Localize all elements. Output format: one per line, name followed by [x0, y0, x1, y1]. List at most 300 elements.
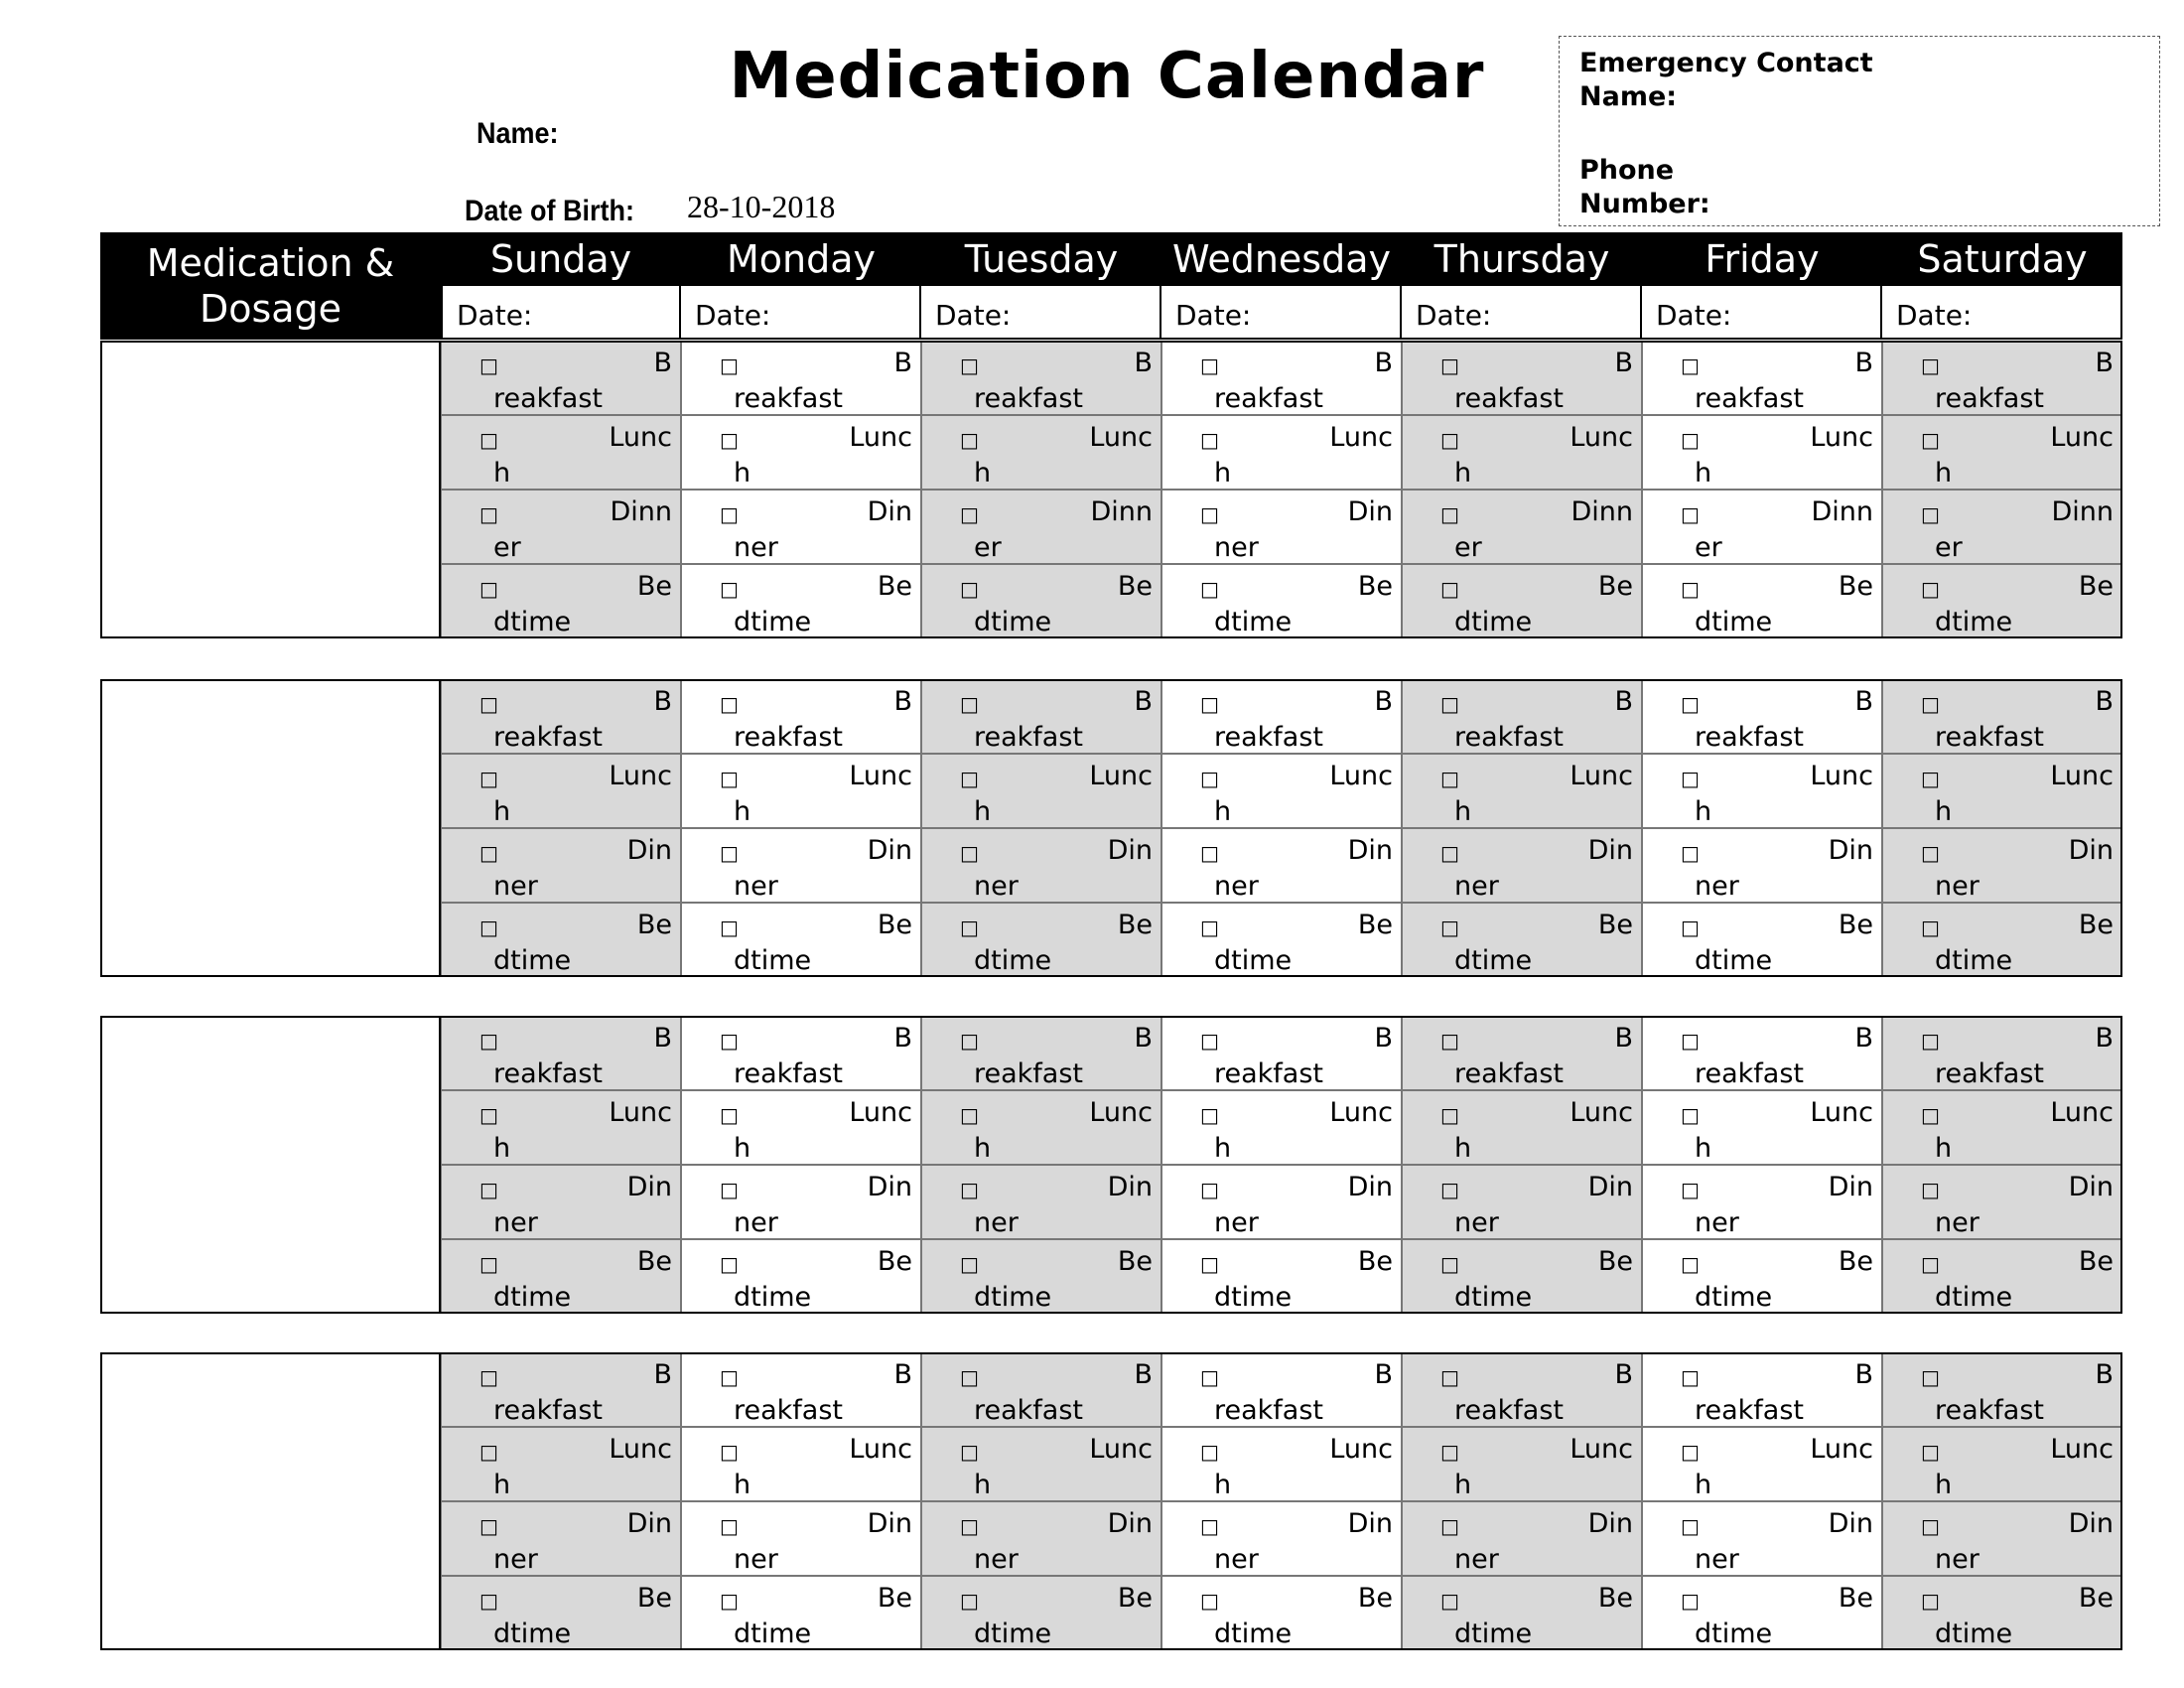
checkbox-icon[interactable]: □: [960, 502, 979, 526]
checkbox-icon[interactable]: □: [720, 767, 739, 790]
checkbox-icon[interactable]: □: [479, 428, 498, 452]
dinner-label-part1: Din: [2068, 1508, 2114, 1539]
dinner-checkbox-thursday[interactable]: [1402, 1165, 1642, 1239]
checkbox-icon[interactable]: □: [1440, 577, 1459, 601]
checkbox-icon[interactable]: □: [1681, 1440, 1700, 1464]
dinner-checkbox-monday[interactable]: [681, 1165, 921, 1239]
dinner-checkbox-tuesday[interactable]: [921, 1165, 1161, 1239]
checkbox-icon[interactable]: □: [1921, 1178, 1940, 1201]
lunch-label-part1: Lunc: [609, 422, 672, 453]
checkbox-icon[interactable]: □: [1440, 1029, 1459, 1053]
bedtime-checkbox-saturday[interactable]: [1882, 564, 2122, 638]
breakfast-checkbox-tuesday[interactable]: [921, 1352, 1161, 1427]
dinner-checkbox-friday[interactable]: [1642, 828, 1882, 903]
bedtime-checkbox-thursday[interactable]: [1402, 564, 1642, 638]
dinner-label-part1: Din: [1587, 1172, 1633, 1202]
lunch-label-part1: Lunc: [1570, 422, 1633, 453]
checkbox-icon[interactable]: □: [720, 502, 739, 526]
checkbox-icon[interactable]: □: [479, 767, 498, 790]
lunch-checkbox-sunday[interactable]: [441, 754, 681, 828]
checkbox-icon[interactable]: □: [1921, 1589, 1940, 1613]
dinner-checkbox-thursday[interactable]: [1402, 828, 1642, 903]
checkbox-icon[interactable]: □: [720, 1252, 739, 1276]
lunch-label-part1: Lunc: [1089, 761, 1153, 791]
lunch-label-part1: Lunc: [1329, 761, 1393, 791]
bedtime-label-part2: dtime: [1454, 1618, 1533, 1649]
bedtime-label-part2: dtime: [1935, 1282, 2013, 1313]
breakfast-label-part1: B: [893, 1023, 912, 1054]
lunch-label-part1: Lunc: [1810, 761, 1873, 791]
dinner-checkbox-thursday[interactable]: [1402, 490, 1642, 564]
checkbox-icon[interactable]: □: [720, 692, 739, 716]
checkbox-icon[interactable]: □: [1681, 1103, 1700, 1127]
breakfast-checkbox-saturday[interactable]: [1882, 341, 2122, 415]
breakfast-checkbox-friday[interactable]: [1642, 341, 1882, 415]
bedtime-checkbox-sunday[interactable]: [441, 1576, 681, 1650]
dinner-checkbox-tuesday[interactable]: [921, 490, 1161, 564]
checkbox-icon[interactable]: □: [960, 1514, 979, 1538]
checkbox-icon[interactable]: □: [1440, 841, 1459, 865]
lunch-checkbox-wednesday[interactable]: [1161, 1427, 1402, 1501]
bedtime-checkbox-saturday[interactable]: [1882, 1576, 2122, 1650]
checkbox-icon[interactable]: □: [1921, 692, 1940, 716]
checkbox-icon[interactable]: □: [720, 1514, 739, 1538]
lunch-checkbox-monday[interactable]: [681, 1090, 921, 1165]
breakfast-checkbox-wednesday[interactable]: [1161, 679, 1402, 754]
lunch-checkbox-sunday[interactable]: [441, 1427, 681, 1501]
checkbox-icon[interactable]: □: [960, 1589, 979, 1613]
checkbox-icon[interactable]: □: [960, 428, 979, 452]
breakfast-checkbox-tuesday[interactable]: [921, 1016, 1161, 1090]
checkbox-icon[interactable]: □: [1921, 1365, 1940, 1389]
bedtime-checkbox-monday[interactable]: [681, 903, 921, 977]
checkbox-icon[interactable]: □: [960, 353, 979, 377]
dinner-checkbox-tuesday[interactable]: [921, 828, 1161, 903]
breakfast-checkbox-tuesday[interactable]: [921, 341, 1161, 415]
bedtime-label-part1: Be: [636, 1583, 672, 1614]
lunch-label-part1: Lunc: [1810, 1097, 1873, 1128]
bedtime-checkbox-sunday[interactable]: [441, 903, 681, 977]
checkbox-icon[interactable]: □: [1921, 1440, 1940, 1464]
breakfast-label-part1: B: [653, 686, 672, 717]
bedtime-checkbox-saturday[interactable]: [1882, 903, 2122, 977]
emergency-contact-heading: Emergency Contact: [1579, 48, 1873, 78]
dinner-label-part1: Din: [867, 496, 912, 527]
lunch-label-part2: h: [1454, 1133, 1472, 1164]
checkbox-icon[interactable]: □: [960, 692, 979, 716]
checkbox-icon[interactable]: □: [1681, 1514, 1700, 1538]
checkbox-icon[interactable]: □: [479, 1252, 498, 1276]
lunch-label-part2: h: [1454, 796, 1472, 827]
bedtime-checkbox-tuesday[interactable]: [921, 564, 1161, 638]
dinner-label-part1: Din: [1587, 835, 1633, 866]
checkbox-icon[interactable]: □: [1200, 1589, 1219, 1613]
bedtime-label-part2: dtime: [1214, 1282, 1293, 1313]
breakfast-label-part2: reakfast: [1454, 383, 1565, 414]
checkbox-icon[interactable]: □: [1921, 767, 1940, 790]
dinner-checkbox-sunday[interactable]: [441, 490, 681, 564]
bedtime-label-part1: Be: [1117, 1246, 1153, 1277]
date-field-tuesday[interactable]: Date:: [921, 286, 1161, 340]
checkbox-icon[interactable]: □: [1440, 502, 1459, 526]
dinner-label-part1: Dinn: [610, 496, 672, 527]
checkbox-icon[interactable]: □: [479, 353, 498, 377]
dinner-checkbox-thursday[interactable]: [1402, 1501, 1642, 1576]
breakfast-checkbox-tuesday[interactable]: [921, 679, 1161, 754]
checkbox-icon[interactable]: □: [960, 915, 979, 939]
checkbox-icon[interactable]: □: [1200, 1103, 1219, 1127]
checkbox-icon[interactable]: □: [1921, 353, 1940, 377]
date-field-sunday[interactable]: Date:: [441, 286, 681, 340]
breakfast-checkbox-saturday[interactable]: [1882, 1352, 2122, 1427]
checkbox-icon[interactable]: □: [1440, 1365, 1459, 1389]
dinner-checkbox-saturday[interactable]: [1882, 490, 2122, 564]
bedtime-label-part1: Be: [1838, 571, 1873, 602]
dinner-checkbox-friday[interactable]: [1642, 1165, 1882, 1239]
bedtime-label-part1: Be: [1597, 571, 1633, 602]
breakfast-checkbox-wednesday[interactable]: [1161, 1016, 1402, 1090]
dinner-label-part1: Dinn: [1811, 496, 1873, 527]
bedtime-label-part2: dtime: [734, 1282, 812, 1313]
breakfast-checkbox-sunday[interactable]: [441, 1016, 681, 1090]
lunch-checkbox-saturday[interactable]: [1882, 1090, 2122, 1165]
checkbox-icon[interactable]: □: [479, 692, 498, 716]
checkbox-icon[interactable]: □: [1440, 1440, 1459, 1464]
breakfast-label-part1: B: [653, 1023, 672, 1054]
bedtime-checkbox-thursday[interactable]: [1402, 1576, 1642, 1650]
checkbox-icon[interactable]: □: [1200, 1440, 1219, 1464]
lunch-checkbox-tuesday[interactable]: [921, 1090, 1161, 1165]
dinner-label-part1: Dinn: [1570, 496, 1633, 527]
checkbox-icon[interactable]: □: [720, 1103, 739, 1127]
bedtime-checkbox-tuesday[interactable]: [921, 1239, 1161, 1314]
lunch-checkbox-friday[interactable]: [1642, 415, 1882, 490]
lunch-checkbox-tuesday[interactable]: [921, 754, 1161, 828]
bedtime-label-part1: Be: [2078, 910, 2114, 940]
checkbox-icon[interactable]: □: [1681, 502, 1700, 526]
dinner-checkbox-monday[interactable]: [681, 828, 921, 903]
checkbox-icon[interactable]: □: [1440, 428, 1459, 452]
checkbox-icon[interactable]: □: [1921, 1514, 1940, 1538]
checkbox-icon[interactable]: □: [1921, 915, 1940, 939]
checkbox-icon[interactable]: □: [1681, 915, 1700, 939]
lunch-checkbox-wednesday[interactable]: [1161, 1090, 1402, 1165]
checkbox-icon[interactable]: □: [1200, 1252, 1219, 1276]
checkbox-icon[interactable]: □: [1681, 1365, 1700, 1389]
lunch-checkbox-friday[interactable]: [1642, 1427, 1882, 1501]
lunch-checkbox-friday[interactable]: [1642, 1090, 1882, 1165]
checkbox-icon[interactable]: □: [1440, 1589, 1459, 1613]
lunch-label-part2: h: [493, 1133, 511, 1164]
bedtime-label-part1: Be: [877, 1246, 912, 1277]
checkbox-icon[interactable]: □: [479, 915, 498, 939]
bedtime-checkbox-tuesday[interactable]: [921, 903, 1161, 977]
bedtime-checkbox-friday[interactable]: [1642, 903, 1882, 977]
lunch-checkbox-thursday[interactable]: [1402, 415, 1642, 490]
checkbox-icon[interactable]: □: [1921, 428, 1940, 452]
breakfast-label-part2: reakfast: [493, 383, 604, 414]
checkbox-icon[interactable]: □: [960, 1178, 979, 1201]
date-field-friday[interactable]: Date:: [1642, 286, 1882, 340]
bedtime-label-part1: Be: [636, 571, 672, 602]
dinner-checkbox-saturday[interactable]: [1882, 828, 2122, 903]
checkbox-icon[interactable]: □: [1681, 841, 1700, 865]
checkbox-icon[interactable]: □: [720, 915, 739, 939]
checkbox-icon[interactable]: □: [1681, 428, 1700, 452]
checkbox-icon[interactable]: □: [1921, 1252, 1940, 1276]
date-field-saturday[interactable]: Date:: [1882, 286, 2122, 340]
dinner-checkbox-tuesday[interactable]: [921, 1501, 1161, 1576]
lunch-label-part1: Lunc: [609, 1434, 672, 1465]
breakfast-checkbox-thursday[interactable]: [1402, 1352, 1642, 1427]
bedtime-label-part2: dtime: [1935, 607, 2013, 637]
dinner-checkbox-friday[interactable]: [1642, 490, 1882, 564]
breakfast-checkbox-monday[interactable]: [681, 679, 921, 754]
dinner-checkbox-sunday[interactable]: [441, 828, 681, 903]
bedtime-checkbox-wednesday[interactable]: [1161, 1576, 1402, 1650]
lunch-label-part1: Lunc: [1089, 1097, 1153, 1128]
lunch-checkbox-saturday[interactable]: [1882, 415, 2122, 490]
breakfast-checkbox-monday[interactable]: [681, 1016, 921, 1090]
checkbox-icon[interactable]: □: [479, 1514, 498, 1538]
lunch-checkbox-saturday[interactable]: [1882, 1427, 2122, 1501]
lunch-label-part1: Lunc: [1570, 1097, 1633, 1128]
dinner-checkbox-saturday[interactable]: [1882, 1165, 2122, 1239]
breakfast-checkbox-saturday[interactable]: [1882, 1016, 2122, 1090]
checkbox-icon[interactable]: □: [720, 1589, 739, 1613]
checkbox-icon[interactable]: □: [720, 1365, 739, 1389]
checkbox-icon[interactable]: □: [1200, 1514, 1219, 1538]
lunch-checkbox-saturday[interactable]: [1882, 754, 2122, 828]
bedtime-checkbox-wednesday[interactable]: [1161, 564, 1402, 638]
dinner-checkbox-monday[interactable]: [681, 490, 921, 564]
breakfast-label-part2: reakfast: [734, 1395, 844, 1426]
dinner-label-part1: Din: [1828, 1508, 1873, 1539]
bedtime-checkbox-monday[interactable]: [681, 564, 921, 638]
checkbox-icon[interactable]: □: [720, 353, 739, 377]
bedtime-checkbox-sunday[interactable]: [441, 1239, 681, 1314]
checkbox-icon[interactable]: □: [720, 1440, 739, 1464]
lunch-checkbox-thursday[interactable]: [1402, 754, 1642, 828]
dinner-checkbox-sunday[interactable]: [441, 1165, 681, 1239]
breakfast-checkbox-friday[interactable]: [1642, 1016, 1882, 1090]
checkbox-icon[interactable]: □: [1200, 692, 1219, 716]
lunch-checkbox-thursday[interactable]: [1402, 1427, 1642, 1501]
checkbox-icon[interactable]: □: [1200, 502, 1219, 526]
breakfast-checkbox-sunday[interactable]: [441, 341, 681, 415]
checkbox-icon[interactable]: □: [1681, 692, 1700, 716]
checkbox-icon[interactable]: □: [1200, 915, 1219, 939]
checkbox-icon[interactable]: □: [1200, 1029, 1219, 1053]
checkbox-icon[interactable]: □: [1200, 1178, 1219, 1201]
checkbox-icon[interactable]: □: [1681, 353, 1700, 377]
checkbox-icon[interactable]: □: [720, 1178, 739, 1201]
date-field-thursday[interactable]: Date:: [1402, 286, 1642, 340]
bedtime-checkbox-saturday[interactable]: [1882, 1239, 2122, 1314]
checkbox-icon[interactable]: □: [720, 841, 739, 865]
dinner-checkbox-wednesday[interactable]: [1161, 828, 1402, 903]
checkbox-icon[interactable]: □: [960, 1440, 979, 1464]
checkbox-icon[interactable]: □: [1200, 428, 1219, 452]
bedtime-checkbox-friday[interactable]: [1642, 1576, 1882, 1650]
checkbox-icon[interactable]: □: [720, 1029, 739, 1053]
dinner-label-part2: ner: [1214, 532, 1259, 563]
day-header-saturday: Saturday: [1882, 232, 2122, 286]
checkbox-icon[interactable]: □: [960, 577, 979, 601]
dinner-label-part1: Din: [867, 1172, 912, 1202]
breakfast-checkbox-monday[interactable]: [681, 341, 921, 415]
lunch-label-part1: Lunc: [2050, 761, 2114, 791]
checkbox-icon[interactable]: □: [1440, 767, 1459, 790]
breakfast-checkbox-thursday[interactable]: [1402, 679, 1642, 754]
breakfast-label-part1: B: [893, 348, 912, 378]
lunch-checkbox-thursday[interactable]: [1402, 1090, 1642, 1165]
checkbox-icon[interactable]: □: [1200, 577, 1219, 601]
checkbox-icon[interactable]: □: [1681, 577, 1700, 601]
lunch-label-part1: Lunc: [1329, 1434, 1393, 1465]
checkbox-icon[interactable]: □: [1200, 841, 1219, 865]
checkbox-icon[interactable]: □: [479, 841, 498, 865]
checkbox-icon[interactable]: □: [479, 1589, 498, 1613]
checkbox-icon[interactable]: □: [1440, 353, 1459, 377]
checkbox-icon[interactable]: □: [1921, 577, 1940, 601]
checkbox-icon[interactable]: □: [1200, 353, 1219, 377]
bedtime-label-part2: dtime: [734, 607, 812, 637]
bedtime-checkbox-wednesday[interactable]: [1161, 1239, 1402, 1314]
breakfast-label-part1: B: [2095, 1359, 2114, 1390]
lunch-checkbox-wednesday[interactable]: [1161, 415, 1402, 490]
page-title: Medication Calendar: [729, 40, 1485, 113]
breakfast-label-part1: B: [2095, 348, 2114, 378]
dinner-label-part2: ner: [1935, 1544, 1979, 1575]
lunch-label-part2: h: [1695, 458, 1712, 489]
bedtime-checkbox-friday[interactable]: [1642, 564, 1882, 638]
breakfast-checkbox-sunday[interactable]: [441, 679, 681, 754]
checkbox-icon[interactable]: □: [479, 1440, 498, 1464]
checkbox-icon[interactable]: □: [1681, 767, 1700, 790]
breakfast-checkbox-monday[interactable]: [681, 1352, 921, 1427]
lunch-label-part2: h: [974, 458, 992, 489]
bedtime-label-part2: dtime: [1454, 607, 1533, 637]
dinner-label-part1: Dinn: [1090, 496, 1153, 527]
bedtime-checkbox-thursday[interactable]: [1402, 1239, 1642, 1314]
checkbox-icon[interactable]: □: [1200, 767, 1219, 790]
checkbox-icon[interactable]: □: [960, 1365, 979, 1389]
bedtime-checkbox-monday[interactable]: [681, 1239, 921, 1314]
breakfast-label-part2: reakfast: [1935, 722, 2045, 753]
bedtime-label-part1: Be: [1117, 571, 1153, 602]
lunch-checkbox-friday[interactable]: [1642, 754, 1882, 828]
dinner-checkbox-friday[interactable]: [1642, 1501, 1882, 1576]
medication-name-cell[interactable]: [100, 1352, 441, 1650]
dinner-label-part1: Din: [1347, 835, 1393, 866]
bedtime-label-part1: Be: [1117, 910, 1153, 940]
lunch-checkbox-sunday[interactable]: [441, 1090, 681, 1165]
date-field-wednesday[interactable]: Date:: [1161, 286, 1402, 340]
lunch-checkbox-tuesday[interactable]: [921, 415, 1161, 490]
breakfast-checkbox-saturday[interactable]: [1882, 679, 2122, 754]
dinner-label-part2: ner: [493, 1544, 538, 1575]
bedtime-checkbox-monday[interactable]: [681, 1576, 921, 1650]
lunch-checkbox-monday[interactable]: [681, 754, 921, 828]
checkbox-icon[interactable]: □: [720, 428, 739, 452]
checkbox-icon[interactable]: □: [1921, 502, 1940, 526]
day-header-wednesday: Wednesday: [1161, 232, 1402, 286]
checkbox-icon[interactable]: □: [720, 577, 739, 601]
checkbox-icon[interactable]: □: [1440, 692, 1459, 716]
breakfast-checkbox-thursday[interactable]: [1402, 341, 1642, 415]
checkbox-icon[interactable]: □: [1440, 915, 1459, 939]
checkbox-icon[interactable]: □: [1440, 1252, 1459, 1276]
bedtime-checkbox-thursday[interactable]: [1402, 903, 1642, 977]
dinner-checkbox-wednesday[interactable]: [1161, 1165, 1402, 1239]
lunch-checkbox-tuesday[interactable]: [921, 1427, 1161, 1501]
checkbox-icon[interactable]: □: [1440, 1514, 1459, 1538]
lunch-checkbox-wednesday[interactable]: [1161, 754, 1402, 828]
checkbox-icon[interactable]: □: [1681, 1029, 1700, 1053]
checkbox-icon[interactable]: □: [479, 1178, 498, 1201]
checkbox-icon[interactable]: □: [960, 1103, 979, 1127]
dinner-checkbox-wednesday[interactable]: [1161, 490, 1402, 564]
bedtime-label-part2: dtime: [1935, 1618, 2013, 1649]
checkbox-icon[interactable]: □: [479, 577, 498, 601]
breakfast-label-part2: reakfast: [1695, 722, 1805, 753]
bedtime-checkbox-tuesday[interactable]: [921, 1576, 1161, 1650]
lunch-checkbox-monday[interactable]: [681, 415, 921, 490]
lunch-checkbox-monday[interactable]: [681, 1427, 921, 1501]
checkbox-icon[interactable]: □: [1440, 1103, 1459, 1127]
dinner-checkbox-monday[interactable]: [681, 1501, 921, 1576]
checkbox-icon[interactable]: □: [1681, 1178, 1700, 1201]
checkbox-icon[interactable]: □: [1921, 1103, 1940, 1127]
dinner-checkbox-saturday[interactable]: [1882, 1501, 2122, 1576]
checkbox-icon[interactable]: □: [960, 767, 979, 790]
checkbox-icon[interactable]: □: [479, 1103, 498, 1127]
breakfast-checkbox-wednesday[interactable]: [1161, 1352, 1402, 1427]
breakfast-checkbox-sunday[interactable]: [441, 1352, 681, 1427]
dinner-checkbox-sunday[interactable]: [441, 1501, 681, 1576]
breakfast-checkbox-wednesday[interactable]: [1161, 341, 1402, 415]
medication-name-cell[interactable]: [100, 679, 441, 977]
breakfast-checkbox-friday[interactable]: [1642, 679, 1882, 754]
lunch-checkbox-sunday[interactable]: [441, 415, 681, 490]
checkbox-icon[interactable]: □: [1681, 1589, 1700, 1613]
lunch-label-part2: h: [1935, 1470, 1953, 1500]
bedtime-checkbox-sunday[interactable]: [441, 564, 681, 638]
checkbox-icon[interactable]: □: [960, 1029, 979, 1053]
checkbox-icon[interactable]: □: [1921, 1029, 1940, 1053]
checkbox-icon[interactable]: □: [960, 841, 979, 865]
checkbox-icon[interactable]: □: [1921, 841, 1940, 865]
breakfast-checkbox-thursday[interactable]: [1402, 1016, 1642, 1090]
medication-name-cell[interactable]: [100, 1016, 441, 1314]
checkbox-icon[interactable]: □: [1200, 1365, 1219, 1389]
medication-name-cell[interactable]: [100, 341, 441, 638]
checkbox-icon[interactable]: □: [479, 1029, 498, 1053]
checkbox-icon[interactable]: □: [1440, 1178, 1459, 1201]
checkbox-icon[interactable]: □: [479, 502, 498, 526]
checkbox-icon[interactable]: □: [960, 1252, 979, 1276]
breakfast-checkbox-friday[interactable]: [1642, 1352, 1882, 1427]
checkbox-icon[interactable]: □: [479, 1365, 498, 1389]
bedtime-checkbox-wednesday[interactable]: [1161, 903, 1402, 977]
bedtime-checkbox-friday[interactable]: [1642, 1239, 1882, 1314]
dinner-checkbox-wednesday[interactable]: [1161, 1501, 1402, 1576]
bedtime-label-part2: dtime: [1695, 1282, 1773, 1313]
date-field-monday[interactable]: Date:: [681, 286, 921, 340]
checkbox-icon[interactable]: □: [1681, 1252, 1700, 1276]
breakfast-label-part2: reakfast: [1214, 1395, 1324, 1426]
